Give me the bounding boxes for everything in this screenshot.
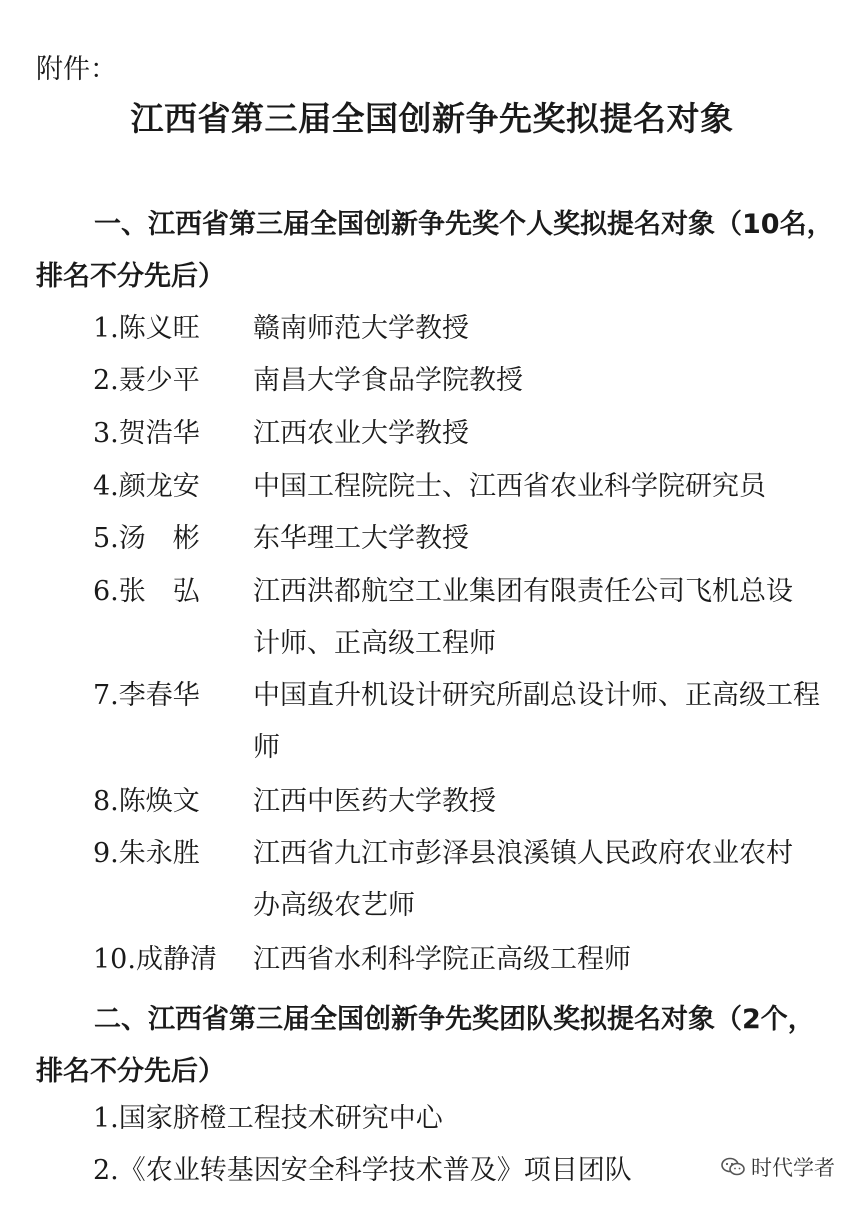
nominee-name: 3.贺浩华 (93, 418, 200, 449)
nominee-name: 9.朱永胜 (93, 838, 200, 869)
nominee-title: 南昌大学食品学院教授 (253, 365, 523, 396)
nominee-name: 2.聂少平 (93, 365, 200, 396)
nominee-title: 中国直升机设计研究所副总设计师、正高级工程师 (253, 680, 820, 763)
nominee-title: 江西洪都航空工业集团有限责任公司飞机总设计师、正高级工程师 (253, 576, 793, 659)
nominee-name: 5.汤 彬 (93, 523, 200, 554)
nominee-title: 江西农业大学教授 (253, 418, 469, 449)
nominee-name: 7.李春华 (93, 680, 200, 711)
page-title: 江西省第三届全国创新争先奖拟提名对象 (130, 99, 734, 138)
nominee-title: 中国工程院院士、江西省农业科学院研究员 (253, 471, 766, 502)
team-item: 1.国家脐橙工程技术研究中心 (93, 1103, 443, 1134)
section-heading-individual: 一、江西省第三届全国创新争先奖个人奖拟提名对象（10名，排名不分先后） (36, 209, 834, 292)
watermark-text: 时代学者 (751, 1156, 835, 1180)
nominee-name: 6.张 弘 (93, 576, 200, 607)
wechat-icon (721, 1157, 745, 1177)
nominee-title: 赣南师范大学教授 (253, 313, 469, 344)
nominee-title: 江西中医药大学教授 (253, 786, 496, 817)
section-heading-team: 二、江西省第三届全国创新争先奖团队奖拟提名对象（2个，排名不分先后） (36, 1004, 815, 1087)
watermark (717, 1150, 839, 1184)
attachment-label: 附件： (36, 54, 117, 85)
nominee-name: 8.陈焕文 (93, 786, 200, 817)
nominee-title: 江西省水利科学院正高级工程师 (253, 944, 631, 975)
nominee-name: 10.成静清 (93, 944, 217, 975)
nominee-name: 4.颜龙安 (93, 471, 200, 502)
nominee-title: 江西省九江市彭泽县浪溪镇人民政府农业农村办高级农艺师 (253, 838, 793, 921)
nominee-name: 1.陈义旺 (93, 313, 200, 344)
nominee-title: 东华理工大学教授 (253, 523, 469, 554)
team-item: 2.《农业转基因安全科学技术普及》项目团队 (93, 1155, 632, 1186)
